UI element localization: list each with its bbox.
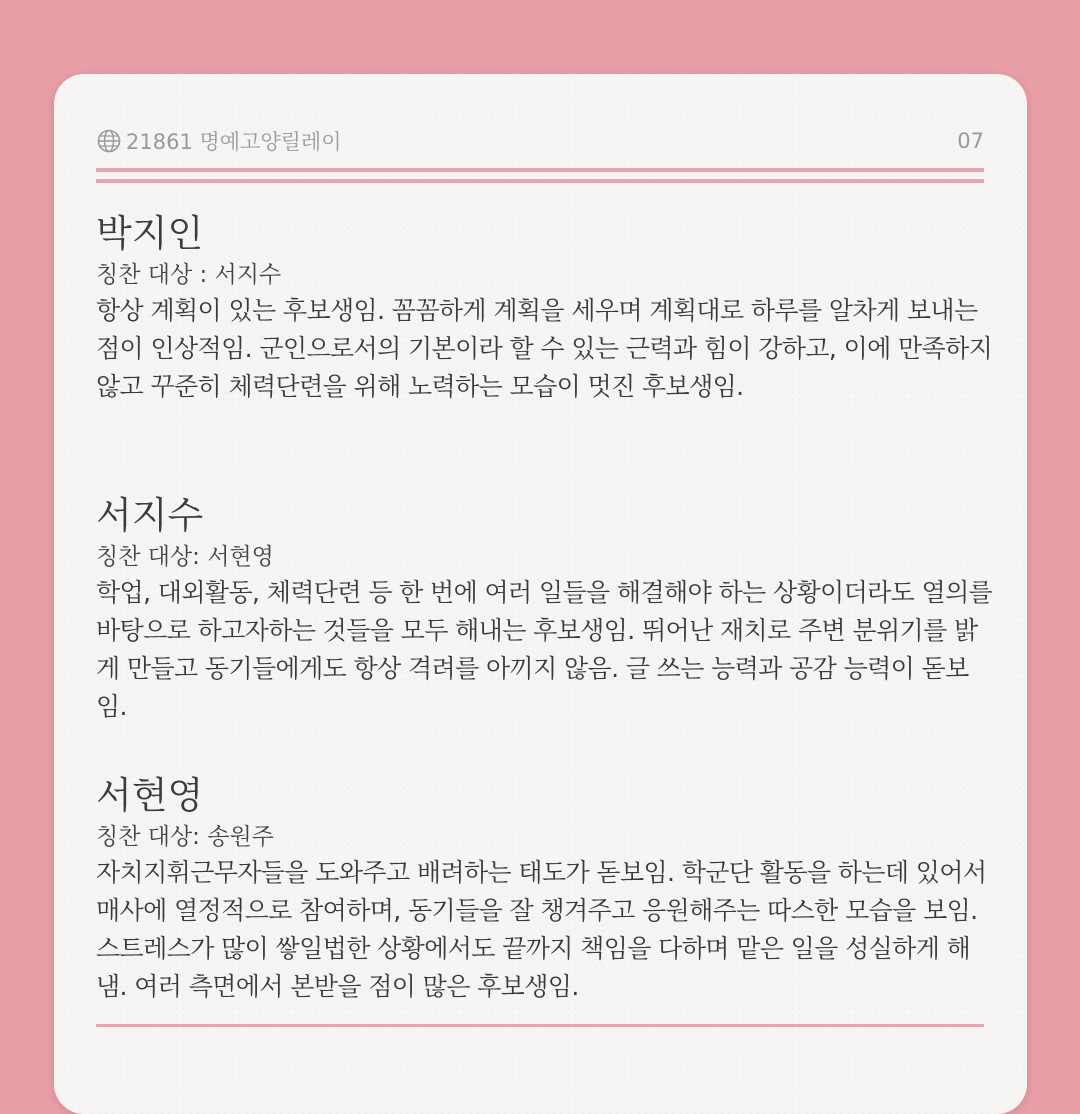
page-number: 07 — [957, 129, 984, 153]
entry-target: 칭찬 대상: 송원주 — [96, 824, 274, 850]
header-divider-top — [96, 168, 984, 172]
entry-name: 박지인 — [96, 212, 204, 255]
brand-label: 21861 명예고양릴레이 — [126, 130, 342, 154]
globe-icon — [96, 128, 122, 154]
footer-divider — [96, 1024, 984, 1027]
entry-target: 칭찬 대상 : 서지수 — [96, 262, 282, 288]
entry-name: 서지수 — [96, 494, 204, 537]
entry-description: 항상 계획이 있는 후보생임. 꼼꼼하게 계획을 세우며 계획대로 하루를 알차게 보내는 점이 인상적임. 군인으로서의 기본이라 할 수 있는 근력과 힘이 강하고, 이에 만족하지 않고 꾸준히 체력단련을 위해 노력하는 모습이 멋진 후보생임. — [96, 296, 993, 401]
header-divider-bottom — [96, 179, 984, 183]
entry-section — [96, 212, 996, 406]
entry-description: 학업, 대외활동, 체력단련 등 한 번에 여러 일들을 해결해야 하는 상황이더라도 열의를 바탕으로 하고자하는 것들을 모두 해내는 후보생임. 뛰어난 재치로 주변 분위기를 밝게 만들고 동기들에게도 항상 격려를 아끼지 않음. 글 쓰는 능력과 공감 능력이 돋보임. — [96, 578, 993, 721]
entry-target: 칭찬 대상: 서현영 — [96, 544, 274, 570]
entry-section — [96, 494, 996, 726]
entry-description: 자치지휘근무자들을 도와주고 배려하는 태도가 돋보임. 학군단 활동을 하는데 있어서 매사에 열정적으로 참여하며, 동기들을 잘 챙겨주고 응원해주는 따스한 모습을 보임. 스트레스가 많이 쌓일법한 상황에서도 끝까지 책임을 다하며 맡은 일을 성실하게 해냄. 여러 측면에서 본받을 점이 많은 후보생임. — [96, 858, 987, 1001]
brand — [96, 126, 341, 156]
entry-name: 서현영 — [96, 774, 204, 817]
entry-section — [96, 774, 996, 1006]
page-header — [96, 124, 984, 158]
